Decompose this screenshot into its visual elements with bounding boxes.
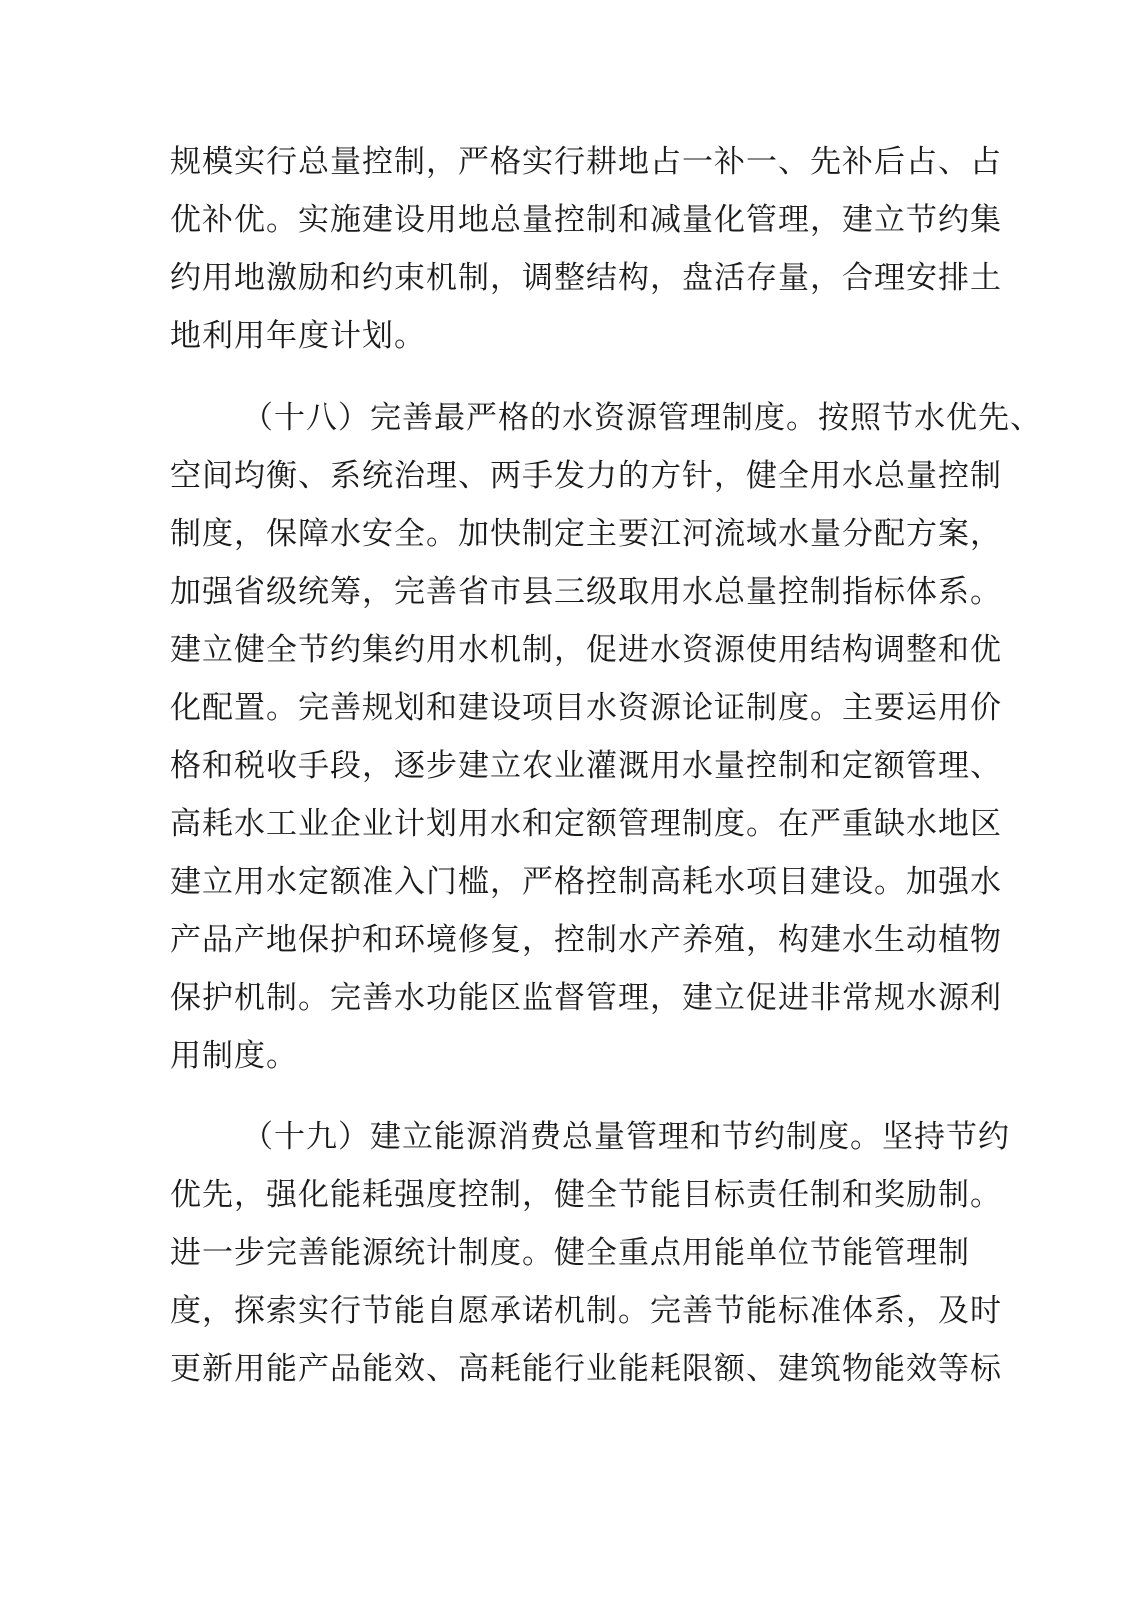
text-line: 制度，保障水安全。加快制定主要江河流域水量分配方案，	[170, 516, 1002, 552]
text-line: （十九）建立能源消费总量管理和节约制度。坚持节约	[242, 1119, 1010, 1155]
text-line: 度，探索实行节能自愿承诺机制。完善节能标准体系，及时	[170, 1293, 1002, 1329]
text-line: 约用地激励和约束机制，调整结构，盘活存量，合理安排土	[170, 260, 1002, 296]
text-line: 用制度。	[170, 1038, 298, 1074]
text-line: 空间均衡、系统治理、两手发力的方针，健全用水总量控制	[170, 458, 1002, 494]
paragraph-land	[170, 133, 1002, 365]
text-line: 高耗水工业企业计划用水和定额管理制度。在严重缺水地区	[170, 806, 1002, 842]
text-line: 规模实行总量控制，严格实行耕地占一补一、先补后占、占	[170, 144, 1002, 180]
text-line: 进一步完善能源统计制度。健全重点用能单位节能管理制	[170, 1235, 970, 1271]
paragraph-water	[170, 389, 1042, 1085]
text-line: 优补优。实施建设用地总量控制和减量化管理，建立节约集	[170, 202, 1002, 238]
text-line: 地利用年度计划。	[170, 318, 426, 354]
paragraph-energy	[170, 1108, 1010, 1398]
text-line: 建立健全节约集约用水机制，促进水资源使用结构调整和优	[170, 632, 1002, 668]
text-line: 加强省级统筹，完善省市县三级取用水总量控制指标体系。	[170, 574, 1002, 610]
text-line: 产品产地保护和环境修复，控制水产养殖，构建水生动植物	[170, 922, 1002, 958]
text-line: 化配置。完善规划和建设项目水资源论证制度。主要运用价	[170, 690, 1002, 726]
text-line: 保护机制。完善水功能区监督管理，建立促进非常规水源利	[170, 980, 1002, 1016]
text-line: 更新用能产品能效、高耗能行业能耗限额、建筑物能效等标	[170, 1351, 1002, 1387]
text-line: 优先，强化能耗强度控制，健全节能目标责任制和奖励制。	[170, 1177, 1002, 1213]
text-line: 建立用水定额准入门槛，严格控制高耗水项目建设。加强水	[170, 864, 1002, 900]
text-line: （十八）完善最严格的水资源管理制度。按照节水优先、	[242, 400, 1042, 436]
text-line: 格和税收手段，逐步建立农业灌溉用水量控制和定额管理、	[170, 748, 1002, 784]
